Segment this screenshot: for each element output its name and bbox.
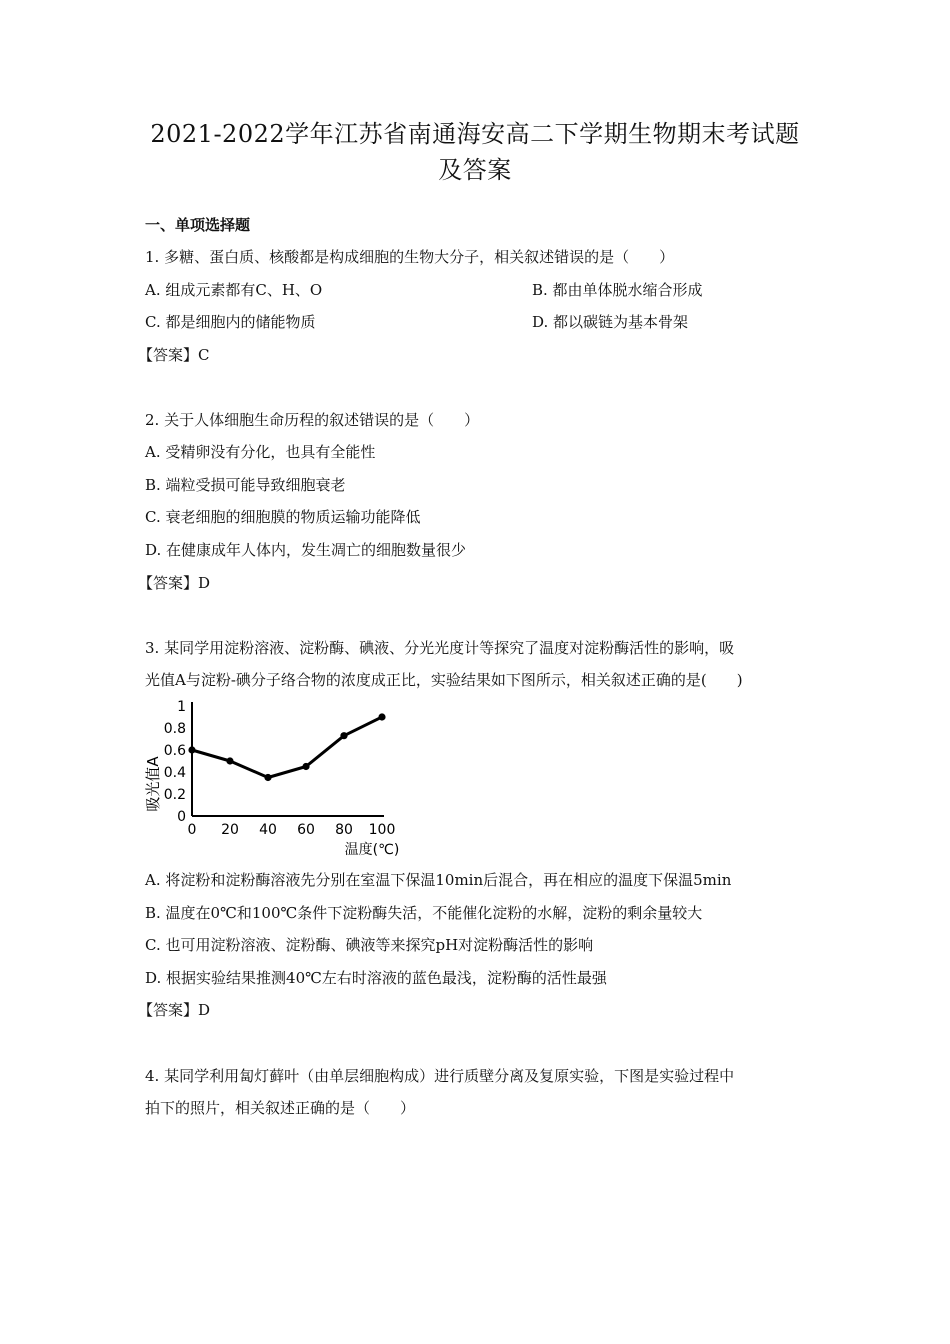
- q4-stem-line-1: 4. 某同学利用匐灯藓叶（由单层细胞构成）进行质壁分离及复原实验，下图是实验过程中: [145, 1067, 735, 1085]
- y-tick-label: 0.2: [163, 787, 186, 803]
- y-tick-label: 0: [177, 809, 186, 825]
- x-tick-label: 40: [259, 822, 277, 838]
- q3-option-c: C. 也可用淀粉溶液、淀粉酶、碘液等来探究pH对淀粉酶活性的影响: [145, 936, 594, 954]
- absorbance-temperature-chart: [140, 698, 420, 860]
- q2-option-d: D. 在健康成年人体内，发生凋亡的细胞数量很少: [145, 541, 467, 559]
- q3-stem-line-1: 3. 某同学用淀粉溶液、淀粉酶、碘液、分光光度计等探究了温度对淀粉酶活性的影响，吸: [145, 639, 735, 657]
- q2-stem: 2. 关于人体细胞生命历程的叙述错误的是（ ）: [145, 411, 480, 429]
- chart-svg: [140, 698, 420, 860]
- data-point: [188, 746, 195, 753]
- y-tick-label: 0.8: [163, 721, 186, 737]
- data-point: [302, 763, 309, 770]
- q2-option-a: A. 受精卵没有分化，也具有全能性: [145, 443, 376, 461]
- q1-option-a: A. 组成元素都有C、H、O: [145, 281, 323, 299]
- document-title: [100, 116, 850, 188]
- y-tick-label: 0.6: [163, 743, 186, 759]
- x-tick-label: 0: [187, 822, 197, 838]
- title-line-1: 2021-2022学年江苏省南通海安高二下学期生物期末考试题: [150, 120, 800, 148]
- x-tick-label: 100: [368, 822, 396, 838]
- data-point: [264, 774, 271, 781]
- x-axis-label: 温度(℃): [344, 842, 400, 858]
- q1-option-b: B. 都由单体脱水缩合形成: [532, 281, 703, 299]
- data-point: [226, 757, 233, 764]
- q2-option-c: C. 衰老细胞的细胞膜的物质运输功能降低: [145, 508, 421, 526]
- q1-option-d: D. 都以碳链为基本骨架: [532, 313, 689, 331]
- q3-stem-line-2: 光值A与淀粉-碘分子络合物的浓度成正比，实验结果如下图所示，相关叙述正确的是( ): [145, 671, 743, 689]
- x-tick-label: 60: [297, 822, 315, 838]
- q1-answer: 【答案】C: [138, 346, 210, 364]
- q3-option-d: D. 根据实验结果推测40℃左右时溶液的蓝色最浅，淀粉酶的活性最强: [145, 969, 607, 987]
- q1-option-c: C. 都是细胞内的储能物质: [145, 313, 316, 331]
- y-axis-label: 吸光值A: [144, 756, 162, 812]
- y-tick-label: 1: [177, 699, 186, 715]
- q4-stem-line-2: 拍下的照片，相关叙述正确的是（ ）: [145, 1099, 416, 1117]
- q3-answer: 【答案】D: [138, 1001, 211, 1019]
- title-line-2: 及答案: [438, 156, 512, 184]
- series-line: [192, 717, 382, 778]
- section-heading: 一、单项选择题: [145, 216, 251, 234]
- q2-answer: 【答案】D: [138, 574, 211, 592]
- data-point: [340, 732, 347, 739]
- q3-option-a: A. 将淀粉和淀粉酶溶液先分别在室温下保温10min后混合，再在相应的温度下保温5min: [145, 871, 732, 889]
- x-tick-label: 80: [335, 822, 353, 838]
- chart-ticks: [164, 699, 396, 838]
- y-tick-label: 0.4: [163, 765, 186, 781]
- data-point: [378, 713, 385, 720]
- q1-stem: 1. 多糖、蛋白质、核酸都是构成细胞的生物大分子，相关叙述错误的是（ ）: [145, 248, 675, 266]
- q2-option-b: B. 端粒受损可能导致细胞衰老: [145, 476, 346, 494]
- x-tick-label: 20: [221, 822, 239, 838]
- q3-option-b: B. 温度在0℃和100℃条件下淀粉酶失活，不能催化淀粉的水解，淀粉的剩余量较大: [145, 904, 703, 922]
